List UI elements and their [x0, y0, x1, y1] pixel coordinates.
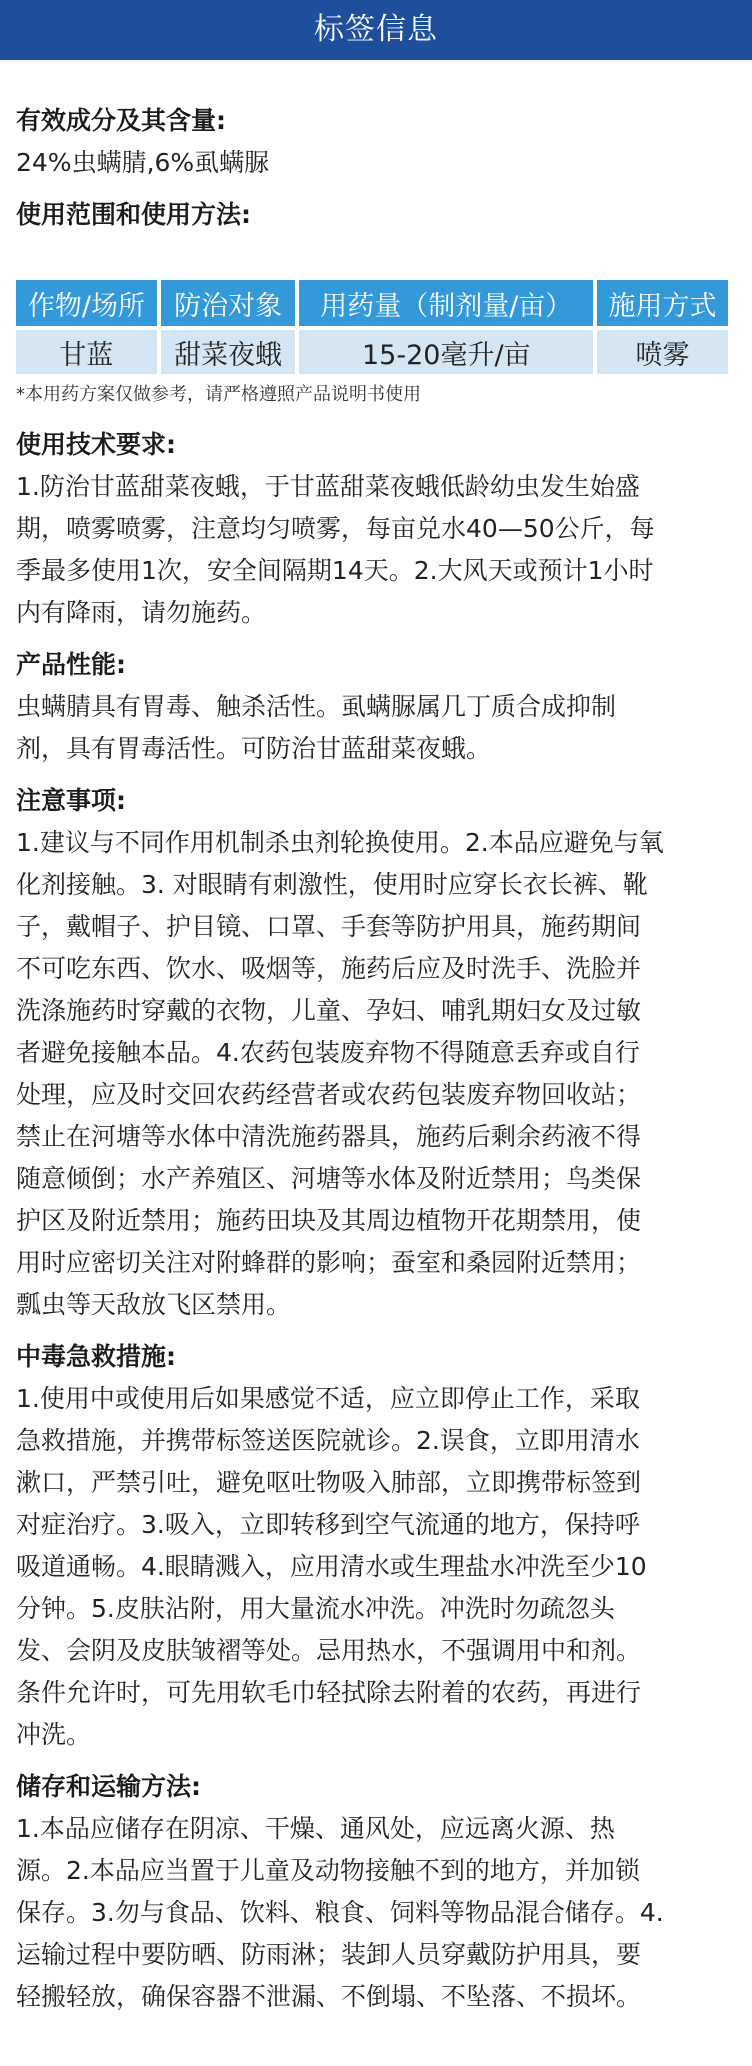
header-dosage: 用药量（制剂量/亩）: [299, 280, 593, 326]
storage-section: [16, 1766, 736, 2018]
cell-dosage: 15-20毫升/亩: [299, 330, 593, 374]
ingredients-title: 有效成分及其含量:: [16, 106, 226, 135]
storage-text: 1.本品应储存在阴凉、干燥、通风处，应远离火源、热 源。2.本品应当置于儿童及动物接触不到的地方，并加锁 保存。3.勿与食品、饮料、粮食、饲料等物品混合储存。4. 运输过程中要防晒、防雨淋；装卸人员穿戴防护用具，要 轻搬轻放，确保容器不泄漏、不倒塌、不坠落、不损坏。: [16, 1814, 664, 2011]
cell-crop: 甘蓝: [16, 330, 157, 374]
precautions-title: 注意事项:: [16, 786, 126, 815]
first-aid-text: 1.使用中或使用后如果感觉不适，应立即停止工作，采取 急救措施，并携带标签送医院就诊。2.误食，立即用清水 漱口，严禁引吐，避免呕吐物吸入肺部，立即携带标签到 对症治疗。3.吸入，立即转移到空气流通的地方，保持呼 吸道通畅。4.眼睛溅入，应用清水或生理盐水冲洗至少10 分钟。5.皮肤沾附，用大量流水冲洗。冲洗时勿疏忽头 发、会阴及皮肤皱褶等处。忌用热水，不强调用中和剂。 条件允许时，可先用软毛巾轻拭除去附着的农药，再进行 冲洗。: [16, 1384, 647, 1749]
performance-text: 虫螨腈具有胃毒、触杀活性。虱螨脲属几丁质合成抑制 剂，具有胃毒活性。可防治甘蓝甜菜夜蛾。: [16, 692, 617, 763]
ingredients-text: 24%虫螨腈,6%虱螨脲: [16, 148, 270, 177]
header-target: 防治对象: [161, 280, 296, 326]
header-method: 施用方式: [597, 280, 728, 326]
ingredients-section: [16, 100, 736, 184]
header-bar: [0, 0, 752, 60]
precautions-text: 1.建议与不同作用机制杀虫剂轮换使用。2.本品应避免与氧 化剂接触。3. 对眼睛有刺激性，使用时应穿长衣长裤、靴 子，戴帽子、护目镜、口罩、手套等防护用具，施药期间 不可吃东西、饮水、吸烟等，施药后应及时洗手、洗脸并 洗涤施药时穿戴的衣物，儿童、孕妇、哺乳期妇女及过敏 者避免接触本品。4.农药包装废弃物不得随意丢弃或自行 处理，应及时交回农药经营者或农药包装废弃物回收站； 禁止在河塘等水体中清洗施药器具，施药后剩余药液不得 随意倾倒；水产养殖区、河塘等水体及附近禁用；鸟类保 护区及附近禁用；施药田块及其周边植物开花期禁用，使 用时应密切关注对附蜂群的影响；蚕室和桑园附近禁用； 瓢虫等天敌放飞区禁用。: [16, 828, 664, 1319]
performance-section: [16, 644, 736, 770]
cell-method: 喷雾: [597, 330, 728, 374]
usage-title: 使用范围和使用方法:: [16, 200, 251, 229]
page-title: 标签信息: [314, 12, 438, 47]
storage-title: 储存和运输方法:: [16, 1772, 201, 1801]
first-aid-section: [16, 1336, 736, 1756]
technical-title: 使用技术要求:: [16, 430, 176, 459]
header-crop: 作物/场所: [16, 280, 157, 326]
table-row: [16, 330, 728, 374]
table-note: *本用药方案仅做参考，请严格遵照产品说明书使用: [16, 384, 421, 405]
usage-table-header-row: [16, 280, 728, 326]
usage-table: [12, 276, 732, 378]
technical-text: 1.防治甘蓝甜菜夜蛾，于甘蓝甜菜夜蛾低龄幼虫发生始盛 期，喷雾喷雾，注意均匀喷雾，每亩兑水40—50公斤，每 季最多使用1次，安全间隔期14天。2.大风天或预计1小时 内有降雨，请勿施药。: [16, 472, 655, 627]
technical-section: [16, 424, 736, 634]
cell-target: 甜菜夜蛾: [161, 330, 296, 374]
usage-section: [16, 194, 736, 236]
precautions-section: [16, 780, 736, 1326]
label-content: [0, 60, 752, 2018]
performance-title: 产品性能:: [16, 650, 126, 679]
first-aid-title: 中毒急救措施:: [16, 1342, 176, 1371]
